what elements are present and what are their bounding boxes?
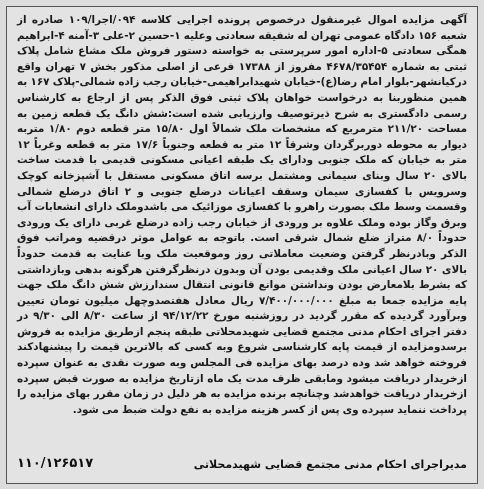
notice-footer [17,456,467,478]
notice-signature: مدیراجرای احکام مدنی مجتمع قضایی شهیدمحلاتی [193,458,467,471]
notice-body: آگهی مزایده اموال غیرمنقول درخصوص پرونده اجرایی کلاسه ۰۹۴/اجرا/۱۰۹ صادره از شعبه ۱۵۶ دادگاه عمومی تهران له شفیقه سعادتی وعلیه ۱-حسین ۲-علی ۳-آمنه ۴-ابراهیم همگی سعادتی ۵-اداره امور سرپرستی به خواسته دستور فروش ملک مشاع شامل پلاک ثبتی به شماره ۴۶۷۸/۳۵۴۵۴ مفروز از ۱۷۳۸۸ فرعی از اصلی مذکور بخش ۷ تهران واقع درکیانشهر-بلوار امام رضا(ع)-خیابان شهیدابراهیمی-خیابان رجب زاده شمالی-پلاک ۱۶۷ به همین منظوربنا به درخواست خواهان پلاک ثبتی فوق الذکر پس از ارجاع به کارشناس رسمی دادگستری به شرح ذیرتوصیف وارزیابی شده است:شش دانگ یک قطعه زمین به مساحت ۲۱۱/۲۰ مترمربع که مشخصات ملک شمالاً اول ۱۵/۸۰ متر قطعه دوم ۱/۸۰ متربه دیوار به محوطه دوربرگردان وشرقاً ۱۲ متر به قطعه وجنوباً ۱۷/۶ متر به قطعه وغرباً ۱۲ متر به خیابان که ملک جنوبی ودارای یک طبقه اعیانی مسکونی قدیمی با قدمت ساخت بالای ۲۰ سال وبنای سیمانی ومشتمل برسه اتاق مسکونی مستقل با آشپزخانه کوچک وسرویس با کفسازی سیمان وسقف اعیانات درضلع جنوبی و ۲ اتاق درضلع شمالی وقسمت وسط ملک بصورت راهرو با کفسازی موزائیک می باشدوملک دارای انشعابات آب وبرق وگاز بوده وملک علاوه بر ورودی از خیابان رجب زاده درضلع غربی دارای یک ورودی حدوداً ۸/۰ متراز ضلع شمال شرقی است. باتوجه به عوامل موثر درقضیه ومراتب فوق الذکر وبادرنظر گرفتن وضعیت معاملاتی روز وموقعیت ملک وبا عنایت به قدمت حدوداً بالای ۲۰ سال اعیانی ملک وقدیمی بودن آن وبدون درنظرگرفتن هرگونه بدهی وبازداشتی که بشرط بلامعارض بودن ونداشتن موانع قانونی انتقال سندارزش شش دانگ ملک جهت پایه مزایده جمعا به مبلغ ۷/۴۰۰/۰۰۰/۰۰۰ ریال معادل هفتصدوچهل میلیون تومان تعیین وبرآورد گردیده که مقرر گردید در روزشنبه مورخ ۹۴/۱۲/۲۲ از ساعت ۸/۳۰ الی ۹/۳۰ در دفتر اجرای احکام مدنی مجتمع قضایی شهیدمحلاتی طبقه پنجم ازطریق مزایده به فروش برسدومزایده از قیمت پایه کارشناسی شروع وبه کسی که بالاترین قیمت را پیشنهادکند فروخته خواهد شد وده درصد بهای مزایده فی المجلس وبه صورت نقدی به عنوان سپرده ازخریدار دریافت میشود ومابقی ظرف مدت یک ماه ازتاریخ مزایده به صورت قبض سپرده ازخریدار دریافت خواهدشد وچنانچه برنده مزایده به هر دلیل در زمان مقرر بهای مزایده را پرداخت ننماید سپرده وی پس از کسر هزینه مزایده به نفع دولت ضبط می شود. [17,14,468,416]
notice-code: ۱۱۰/۱۲۶۵۱۷ [17,456,94,471]
auction-notice [6,6,478,484]
